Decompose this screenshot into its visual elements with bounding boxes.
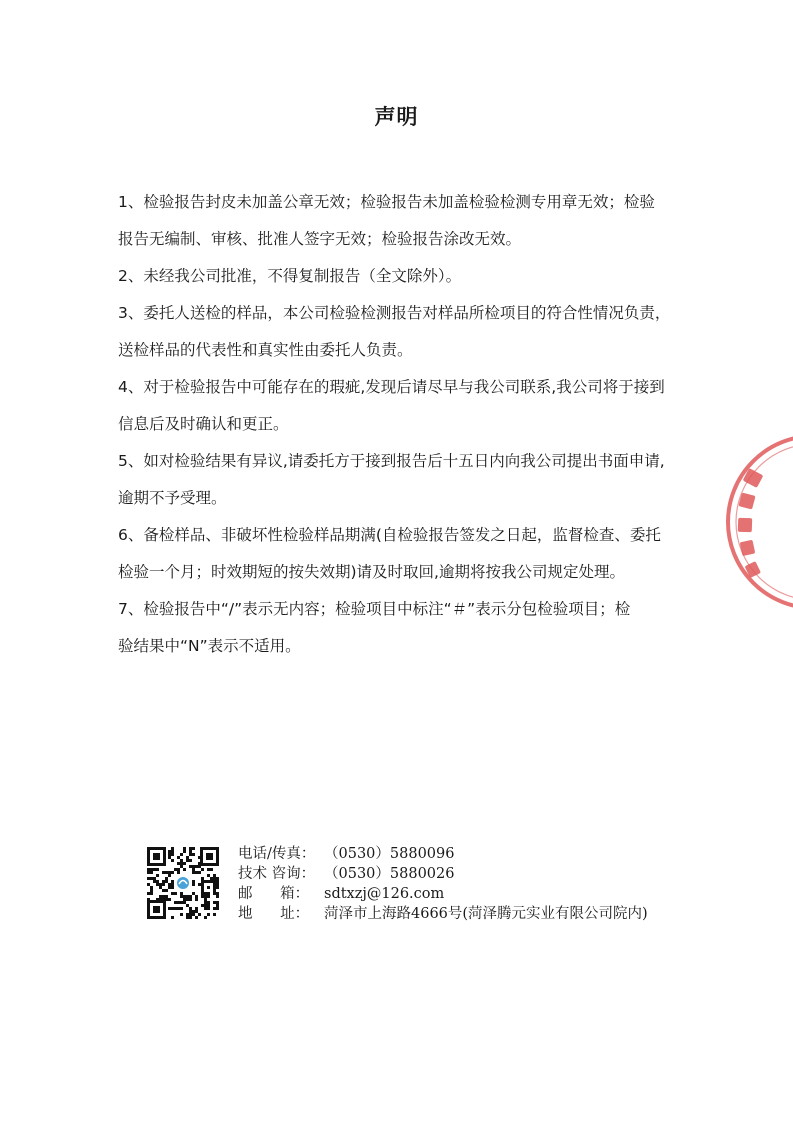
- address-value: 菏泽市上海路4666号(菏泽腾元实业有限公司院内): [324, 906, 648, 922]
- phone-label: 电话/传真：: [238, 846, 316, 862]
- clause-line: 3、委托人送检的样品，本公司检验检测报告对样品所检项目的符合性情况负责，: [118, 304, 671, 322]
- clause-4: [118, 369, 688, 443]
- clause-line: 检验一个月；时效期短的按失效期)请及时取回,逾期将按我公司规定处理。: [118, 563, 625, 581]
- clause-line: 6、备检样品、非破坏性检验样品期满(自检验报告签发之日起，监督检查、委托: [118, 526, 661, 544]
- clause-line: 5、如对检验结果有异议,请委托方于接到报告后十五日内向我公司提出书面申请,: [118, 452, 665, 470]
- tech-label: 技术 咨询：: [238, 866, 316, 882]
- address-row: [238, 904, 648, 924]
- clause-5: [118, 443, 688, 517]
- clause-line: 2、未经我公司批准，不得复制报告（全文除外）。: [118, 267, 462, 285]
- clause-line: 逾期不予受理。: [118, 489, 227, 507]
- phone-value: （0530）5880096: [324, 846, 455, 862]
- clause-line: 4、对于检验报告中可能存在的瑕疵,发现后请尽早与我公司联系,我公司将于接到: [118, 378, 665, 396]
- address-label: 地 址：: [238, 906, 310, 922]
- clause-7: [118, 591, 688, 665]
- email-row: [238, 884, 648, 904]
- clause-line: 验结果中“N”表示不适用。: [118, 637, 301, 655]
- phone-row: [238, 844, 648, 864]
- red-seal-icon: [722, 432, 793, 612]
- clause-line: 7、检验报告中“/”表示无内容；检验项目中标注“＃”表示分包检验项目；检: [118, 600, 631, 618]
- contact-info: [238, 844, 648, 924]
- clause-6: [118, 517, 688, 591]
- contact-block: [146, 844, 706, 934]
- page-title: 声明: [374, 105, 419, 129]
- clause-3: [118, 295, 688, 369]
- clause-line: 报告无编制、审核、批准人签字无效；检验报告涂改无效。: [118, 230, 522, 248]
- email-label: 邮 箱：: [238, 886, 310, 902]
- statement-clauses: [118, 184, 688, 665]
- clause-line: 信息后及时确认和更正。: [118, 415, 289, 433]
- clause-1: [118, 184, 688, 258]
- email-value: sdtxzj@126.com: [324, 886, 445, 902]
- clause-line: 1、检验报告封皮未加盖公章无效；检验报告未加盖检验检测专用章无效；检验: [118, 193, 655, 211]
- tech-value: （0530）5880026: [324, 866, 455, 882]
- qr-code-icon: [146, 846, 220, 920]
- tech-row: [238, 864, 648, 884]
- clause-2: [118, 258, 688, 295]
- clause-line: 送检样品的代表性和真实性由委托人负责。: [118, 341, 413, 359]
